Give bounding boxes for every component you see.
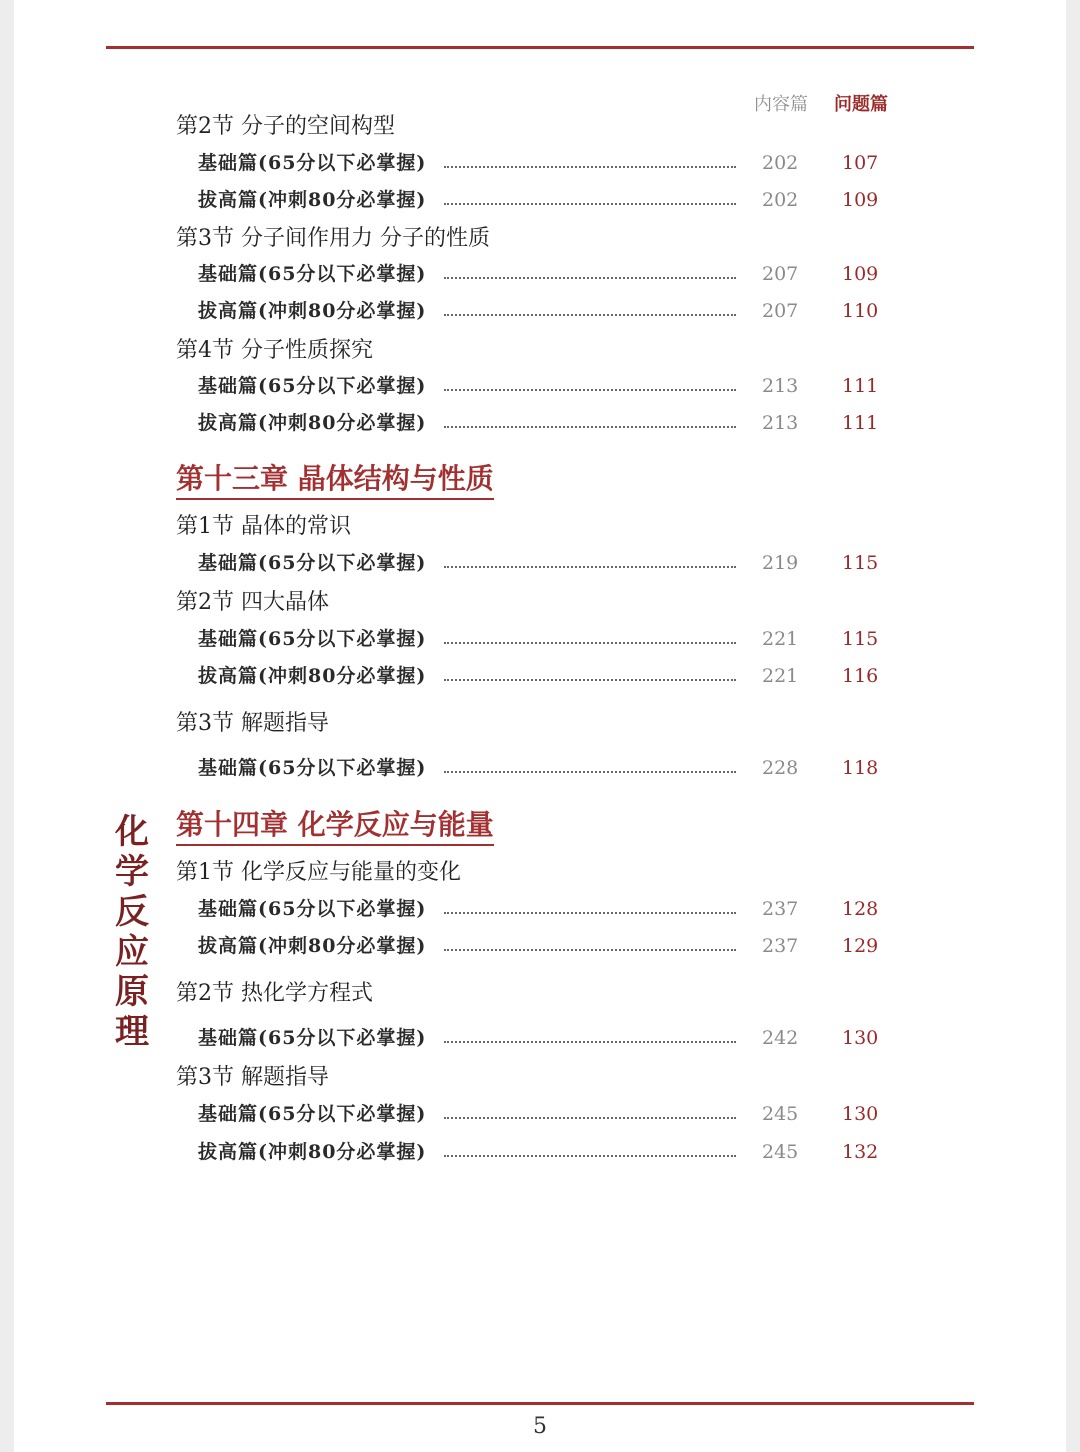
section-title[interactable]: 第1节 晶体的常识	[176, 514, 351, 539]
content-page-number: 202	[762, 189, 799, 211]
section-title[interactable]: 第3节 解题指导	[176, 711, 329, 736]
problem-page-number: 128	[842, 898, 879, 920]
content-page-number: 213	[762, 375, 799, 397]
toc-entry-row	[0, 550, 1080, 586]
problem-page-number: 109	[842, 263, 879, 285]
dot-leader	[444, 203, 736, 205]
dot-leader	[444, 1155, 736, 1157]
entry-label[interactable]: 基础篇(65分以下必掌握)	[198, 552, 427, 574]
chapter-row	[0, 462, 1080, 498]
toc-entry-row	[0, 626, 1080, 662]
toc-entry-row	[0, 896, 1080, 932]
dot-leader	[444, 679, 736, 681]
content-page-number: 242	[762, 1027, 799, 1049]
dot-leader	[444, 277, 736, 279]
chapter-row	[0, 808, 1080, 844]
section-row	[0, 979, 1080, 1015]
entry-label[interactable]: 拔高篇(冲刺80分必掌握)	[198, 189, 427, 211]
content-page-number: 207	[762, 263, 799, 285]
section-row	[0, 588, 1080, 624]
dot-leader	[444, 166, 736, 168]
dot-leader	[444, 389, 736, 391]
entry-label[interactable]: 拔高篇(冲刺80分必掌握)	[198, 1141, 427, 1163]
section-row	[0, 224, 1080, 260]
toc-entry-row	[0, 150, 1080, 186]
problem-page-number: 109	[842, 189, 879, 211]
section-row	[0, 512, 1080, 548]
content-page-number: 202	[762, 152, 799, 174]
content-page-number: 228	[762, 757, 799, 779]
section-title[interactable]: 第2节 热化学方程式	[176, 981, 373, 1006]
content-page-number: 245	[762, 1103, 799, 1125]
problem-page-number: 111	[842, 412, 879, 434]
dot-leader	[444, 1041, 736, 1043]
problem-page-number: 118	[842, 757, 879, 779]
entry-label[interactable]: 基础篇(65分以下必掌握)	[198, 1103, 427, 1125]
top-rule	[106, 46, 974, 49]
dot-leader	[444, 1117, 736, 1119]
toc-entry-row	[0, 1101, 1080, 1137]
problem-page-number: 130	[842, 1103, 879, 1125]
toc-entry-row	[0, 755, 1080, 791]
toc-entry-row	[0, 1139, 1080, 1175]
content-page-number: 219	[762, 552, 799, 574]
section-title[interactable]: 第2节 四大晶体	[176, 590, 329, 615]
entry-label[interactable]: 拔高篇(冲刺80分必掌握)	[198, 300, 427, 322]
toc-entry-row	[0, 1025, 1080, 1061]
content-page-number: 245	[762, 1141, 799, 1163]
toc-entry-row	[0, 261, 1080, 297]
problem-page-number: 116	[842, 665, 879, 687]
dot-leader	[444, 912, 736, 914]
toc-entry-row	[0, 187, 1080, 223]
section-row	[0, 336, 1080, 372]
section-row	[0, 858, 1080, 894]
problem-page-number: 110	[842, 300, 879, 322]
entry-label[interactable]: 基础篇(65分以下必掌握)	[198, 757, 427, 779]
section-row	[0, 1063, 1080, 1099]
entry-label[interactable]: 基础篇(65分以下必掌握)	[198, 628, 427, 650]
content-page-number: 237	[762, 935, 799, 957]
bottom-rule	[106, 1402, 974, 1405]
toc-entry-row	[0, 410, 1080, 446]
entry-label[interactable]: 基础篇(65分以下必掌握)	[198, 152, 427, 174]
dot-leader	[444, 771, 736, 773]
section-row	[0, 709, 1080, 745]
entry-label[interactable]: 拔高篇(冲刺80分必掌握)	[198, 665, 427, 687]
entry-label[interactable]: 基础篇(65分以下必掌握)	[198, 1027, 427, 1049]
sidebar-title: 化学反应原理	[115, 812, 149, 1052]
chapter-title[interactable]: 第十三章 晶体结构与性质	[176, 462, 494, 500]
toc-entry-row	[0, 373, 1080, 409]
toc-entry-row	[0, 298, 1080, 334]
content-page-number: 207	[762, 300, 799, 322]
problem-page-number: 115	[842, 552, 879, 574]
content-page-number: 213	[762, 412, 799, 434]
problem-page-number: 115	[842, 628, 879, 650]
section-title[interactable]: 第2节 分子的空间构型	[176, 114, 395, 139]
entry-label[interactable]: 基础篇(65分以下必掌握)	[198, 898, 427, 920]
dot-leader	[444, 566, 736, 568]
problem-page-number: 107	[842, 152, 879, 174]
dot-leader	[444, 949, 736, 951]
section-title[interactable]: 第4节 分子性质探究	[176, 338, 373, 363]
column-header-content: 内容篇	[754, 94, 808, 115]
content-page-number: 221	[762, 665, 799, 687]
section-title[interactable]: 第3节 分子间作用力 分子的性质	[176, 226, 490, 251]
column-header-problem: 问题篇	[834, 94, 888, 115]
section-title[interactable]: 第1节 化学反应与能量的变化	[176, 860, 461, 885]
entry-label[interactable]: 拔高篇(冲刺80分必掌握)	[198, 412, 427, 434]
problem-page-number: 130	[842, 1027, 879, 1049]
problem-page-number: 132	[842, 1141, 879, 1163]
entry-label[interactable]: 基础篇(65分以下必掌握)	[198, 375, 427, 397]
content-page-number: 237	[762, 898, 799, 920]
entry-label[interactable]: 拔高篇(冲刺80分必掌握)	[198, 935, 427, 957]
dot-leader	[444, 642, 736, 644]
problem-page-number: 111	[842, 375, 879, 397]
page-number: 5	[533, 1414, 547, 1439]
chapter-title[interactable]: 第十四章 化学反应与能量	[176, 808, 494, 846]
section-title[interactable]: 第3节 解题指导	[176, 1065, 329, 1090]
section-row	[0, 112, 1080, 148]
entry-label[interactable]: 基础篇(65分以下必掌握)	[198, 263, 427, 285]
toc-entry-row	[0, 933, 1080, 969]
problem-page-number: 129	[842, 935, 879, 957]
content-page-number: 221	[762, 628, 799, 650]
dot-leader	[444, 426, 736, 428]
dot-leader	[444, 314, 736, 316]
toc-entry-row	[0, 663, 1080, 699]
